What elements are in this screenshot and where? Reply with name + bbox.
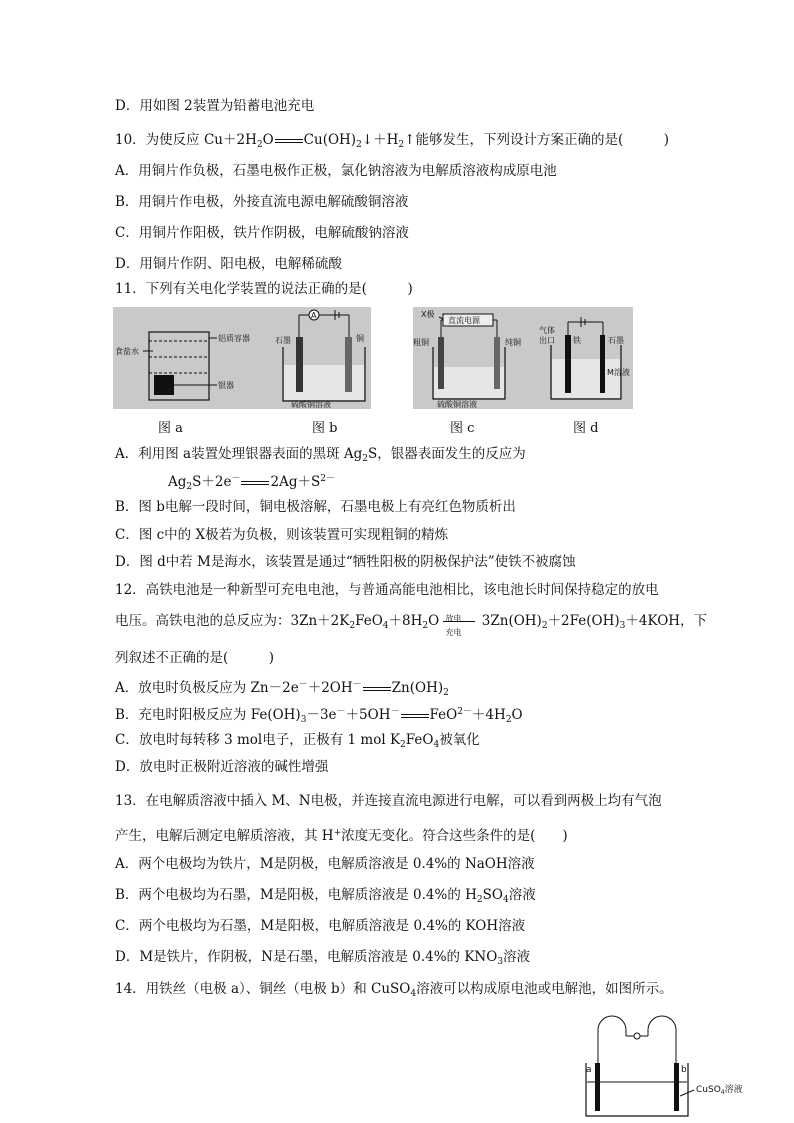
- q12-stem-line2: 电压。高铁电池的总反应为：$3Zn+2K_2FeO_4+8H_2O$ 放电 充电 $3Zn(OH)_2+2Fe(OH)_3+4KOH$，下: [115, 613, 708, 637]
- fig-d-caption: 图 d: [573, 421, 599, 436]
- fig-a-label-container: 铝质容器: [218, 334, 250, 343]
- q12-option-b: B．充电时阳极反应为 $Fe(OH)_3-3e^-+5OH^-$ $FeO^{2-}+4H_2O$: [115, 707, 523, 725]
- figure-cd-panel: [413, 307, 633, 409]
- fig-b-label-graphite: 石墨: [275, 336, 291, 345]
- q11-option-d: D．图 d中若 M是海水，该装置是通过“牺牲阳极的阴极保护法”使铁不被腐蚀: [115, 554, 576, 570]
- fig-d-label-outlet: 出口: [539, 336, 555, 345]
- fig-b-label-solution: 硫酸铜溶液: [291, 400, 331, 409]
- fig-d-label-graphite: 石墨: [608, 336, 624, 345]
- fig-b-caption: 图 b: [312, 421, 338, 436]
- fig-c-label-pure-copper: 纯铜: [505, 338, 521, 347]
- q12-stem-line3: 列叙述不正确的是( ): [115, 650, 275, 666]
- fig-a-label-silver: 银器: [218, 381, 234, 390]
- q11-option-b: B．图 b电解一段时间，铜电极溶解，石墨电极上有亮红色物质析出: [115, 499, 516, 515]
- q13-stem-line1: 13．在电解质溶液中插入 M、N电极，并连接直流电源进行电解，可以看到两极上均有气泡: [115, 793, 662, 809]
- q14-figure: [570, 1008, 743, 1120]
- fig-c-label-x: X极: [421, 310, 435, 319]
- q13-option-d: D．M是铁片，作阴极，N是石墨，电解质溶液是 0.4%的 $KNO_3$溶液: [115, 949, 531, 967]
- q10-option-d: D．用铜片作阴、阳电极，电解稀硫酸: [115, 256, 342, 272]
- fig-a-caption: 图 a: [158, 421, 183, 436]
- q12-stem-line1: 12．高铁电池是一种新型可充电电池，与普通高能电池相比，该电池长时间保持稳定的放电: [115, 582, 659, 598]
- fig-c-label-solution: 硫酸铜溶液: [437, 400, 477, 409]
- q13-stem-line2: 产生，电解后测定电解质溶液，其 H+浓度无变化。符合这些条件的是( ): [115, 828, 568, 844]
- q10-stem: 10．为使反应 $Cu+2H_2O$ $Cu(OH)_2↓+H_2↑$能够发生，下列设计方案正确的是( ): [115, 132, 669, 150]
- q12-option-c: C．放电时每转移 3 mol电子，正极有 1 mol $K_2FeO_4$被氧化: [115, 732, 480, 750]
- q13-option-b: B．两个电极均为石墨，M是阳极，电解质溶液是 0.4%的 $H_2SO_4$溶液: [115, 887, 536, 905]
- q14-label-b: b: [681, 1065, 687, 1075]
- fig-b-label-copper: 铜: [356, 334, 364, 343]
- fig-d-label-gas: 气体: [539, 326, 555, 335]
- fig-a-label-saltwater: 食盐水: [115, 347, 139, 356]
- q13-option-c: C．两个电极均为石墨，M是阳极，电解质溶液是 0.4%的 KOH溶液: [115, 918, 526, 934]
- q11-option-a: A．利用图 a装置处理银器表面的黑斑 $Ag_2S$，银器表面发生的反应为: [115, 446, 526, 464]
- q9-option-d: D．用如图 2装置为铅蓄电池充电: [115, 98, 315, 114]
- fig-c-label-crude-copper: 粗铜: [413, 338, 429, 347]
- q10-option-b: B．用铜片作电极，外接直流电源电解硫酸铜溶液: [115, 194, 409, 210]
- fig-d-label-m-solution: M溶液: [607, 368, 630, 377]
- fig-d-label-iron: 铁: [573, 336, 581, 345]
- q13-option-a: A．两个电极均为铁片，M是阴极，电解质溶液是 0.4%的 NaOH溶液: [115, 856, 535, 872]
- q11-stem: 11．下列有关电化学装置的说法正确的是( ): [115, 281, 413, 297]
- q14-label-solution: CuSO$_4$溶液: [696, 1085, 743, 1096]
- q14-stem: 14．用铁丝（电极 a）、铜丝（电极 b）和 CuSO$_4$溶液可以构成原电池或电解池，如图所示。: [115, 981, 673, 999]
- q10-option-c: C．用铜片作阳极，铁片作阴极，电解硫酸钠溶液: [115, 225, 409, 241]
- q11-option-c: C．图 c中的 X极若为负极，则该装置可实现粗铜的精炼: [115, 527, 449, 543]
- fig-c-label-source: 直流电源: [448, 316, 480, 325]
- svg-text:A: A: [311, 311, 317, 320]
- figure-ab-panel: [113, 307, 371, 409]
- reaction-condition-arrow: 放电 充电: [443, 613, 477, 631]
- fig-c-caption: 图 c: [450, 421, 475, 436]
- q10-option-a: A．用铜片作负极，石墨电极作正极，氯化钠溶液为电解质溶液构成原电池: [115, 163, 557, 179]
- q11-option-a-equation: $Ag_2S+2e^-$ $2Ag+S^{2-}$: [168, 474, 335, 492]
- q12-option-d: D．放电时正极附近溶液的碱性增强: [115, 759, 329, 775]
- q14-label-a: a: [586, 1065, 592, 1075]
- q12-option-a: A．放电时负极反应为 Zn－2e－＋2OH－ $Zn(OH)_2$: [115, 680, 449, 698]
